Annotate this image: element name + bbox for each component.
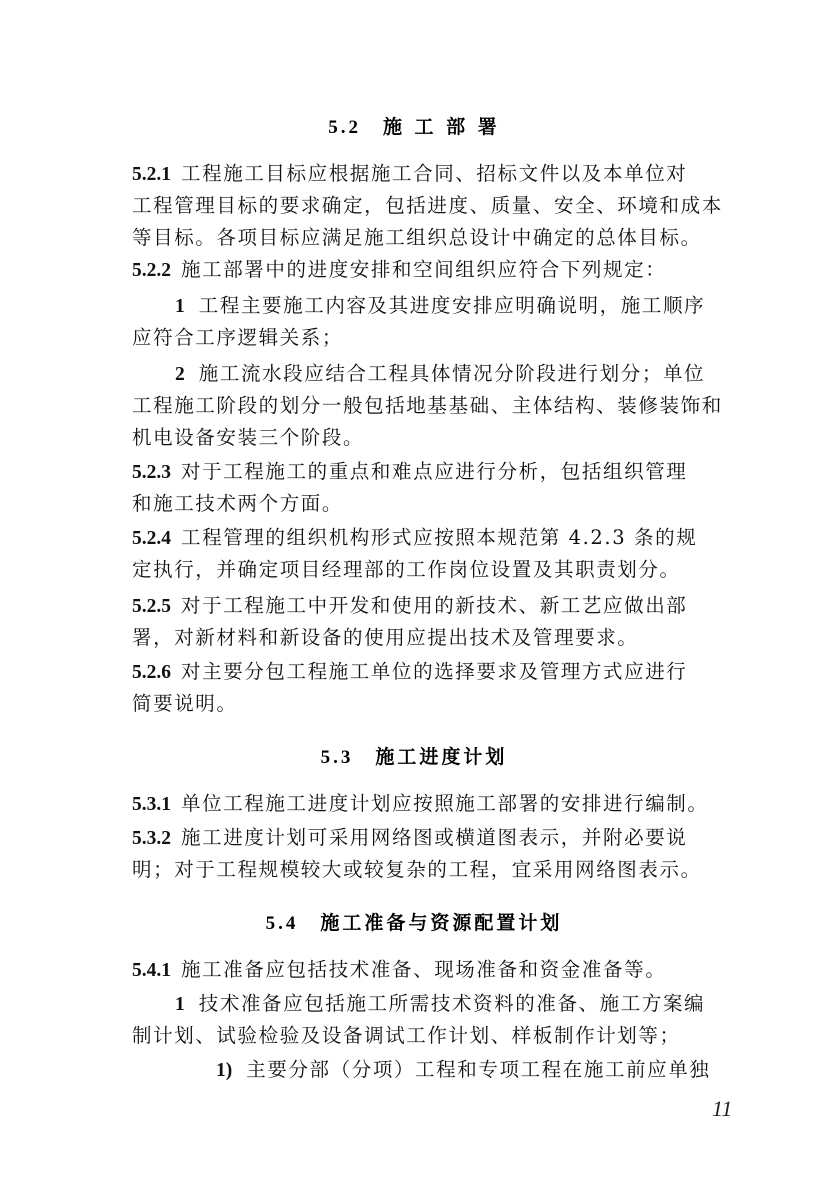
text-line: 机电设备安装三个阶段。 — [132, 426, 365, 449]
clause-5-3-2: 5.3.2 施工进度计划可采用网络图或横道图表示，并附必要说 — [132, 826, 688, 849]
clause-5-2-4: 5.2.4 工程管理的组织机构形式应按照本规范第 4.2.3 条的规 — [132, 526, 698, 549]
clause-5-4-1: 5.4.1 施工准备应包括技术准备、现场准备和资金准备等。 — [132, 958, 667, 981]
clause-5-2-2: 5.2.2 施工部署中的进度安排和空间组织应符合下列规定： — [132, 258, 667, 281]
text-line: 等目标。各项目标应满足施工组织总设计中确定的总体目标。 — [132, 226, 702, 249]
list-item-1: 1 技术准备应包括施工所需技术资料的准备、施工方案编 — [175, 992, 706, 1015]
text-line: 简要说明。 — [132, 692, 238, 715]
text-line: 署，对新材料和新设备的使用应提出技术及管理要求。 — [132, 626, 639, 649]
list-item-1: 1 工程主要施工内容及其进度安排应明确说明，施工顺序 — [175, 294, 706, 317]
text-line: 和施工技术两个方面。 — [132, 492, 344, 515]
text-line: 工程施工阶段的划分一般包括地基基础、主体结构、装修装饰和 — [132, 394, 723, 417]
text-line: 明；对于工程规模较大或较复杂的工程，宜采用网络图表示。 — [132, 858, 702, 881]
page-number: 11 — [712, 1096, 733, 1121]
sub-item-1: 1) 主要分部（分项）工程和专项工程在施工前应单独 — [216, 1058, 711, 1081]
list-item-2: 2 施工流水段应结合工程具体情况分阶段进行划分；单位 — [175, 362, 706, 385]
section-heading-5-3: 5.3 施工进度计划 — [320, 746, 508, 768]
text-line: 应符合工序逻辑关系； — [132, 326, 344, 349]
text-line: 定执行，并确定项目经理部的工作岗位设置及其职责划分。 — [132, 558, 681, 581]
clause-5-2-3: 5.2.3 对于工程施工的重点和难点应进行分析，包括组织管理 — [132, 460, 688, 483]
text-line: 制计划、试验检验及设备调试工作计划、样板制作计划等； — [132, 1024, 681, 1047]
clause-5-2-5: 5.2.5 对于工程施工中开发和使用的新技术、新工艺应做出部 — [132, 594, 688, 617]
section-heading-5-4: 5.4 施工准备与资源配置计划 — [265, 912, 563, 934]
text-line: 工程管理目标的要求确定，包括进度、质量、安全、环境和成本 — [132, 194, 723, 217]
clause-5-3-1: 5.3.1 单位工程施工进度计划应按照施工部署的安排进行编制。 — [132, 792, 709, 815]
clause-5-2-6: 5.2.6 对主要分包工程施工单位的选择要求及管理方式应进行 — [132, 660, 688, 683]
clause-5-2-1: 5.2.1 工程施工目标应根据施工合同、招标文件以及本单位对 — [132, 162, 688, 185]
section-heading-5-2: 5.2 施 工 部 署 — [328, 116, 500, 138]
